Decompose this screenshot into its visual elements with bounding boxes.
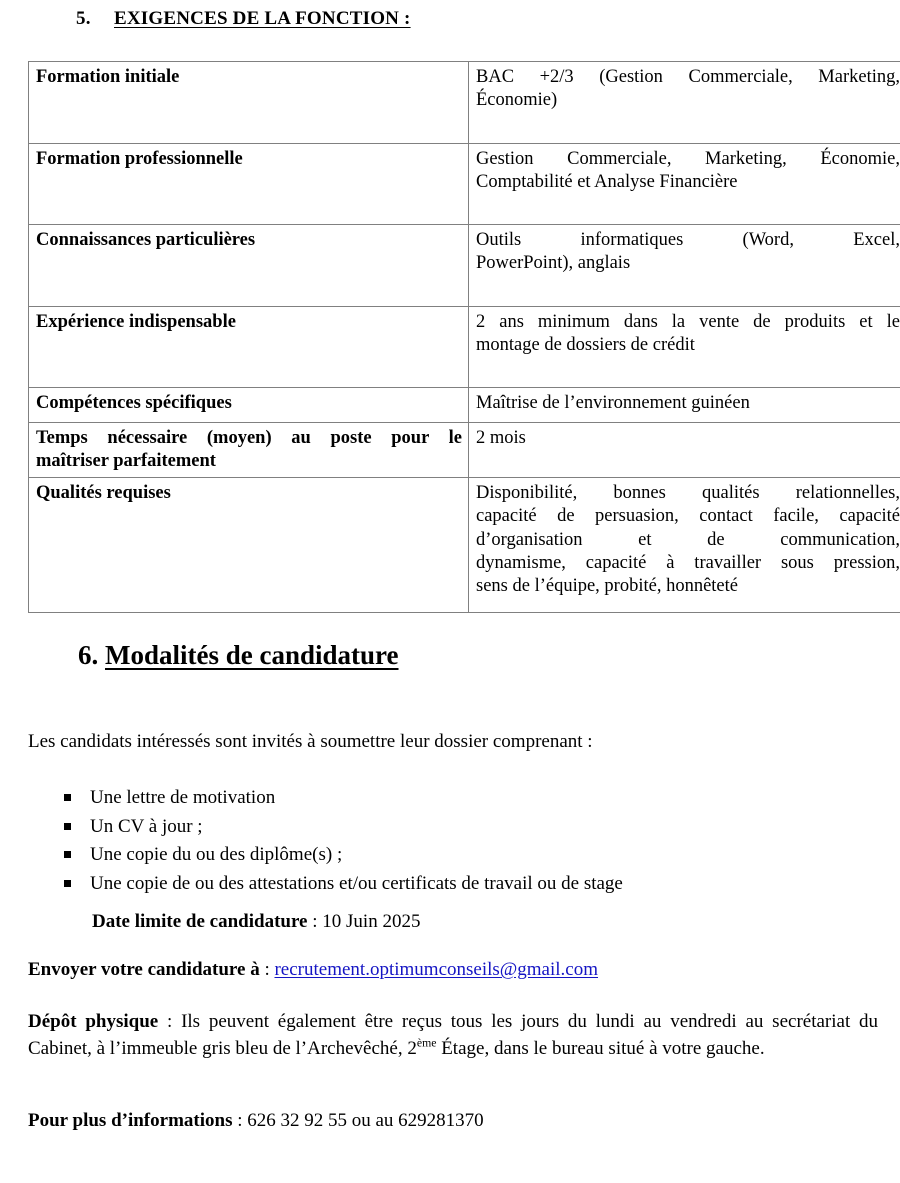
section-5-title: EXIGENCES DE LA FONCTION : (114, 8, 411, 29)
square-bullet-icon (64, 794, 71, 801)
section-6-number: 6. (78, 640, 99, 670)
label-line: maîtriser parfaitement (36, 451, 216, 472)
list-item (64, 784, 854, 812)
requirements-table (28, 61, 900, 613)
value-line: Outils informatiques (Word, Excel, (476, 230, 900, 250)
list-item-label: Une lettre de motivation (90, 787, 276, 808)
section-6-title: Modalités de candidature (105, 640, 399, 670)
requirements-table-body (29, 62, 900, 613)
value-line: capacité de persuasion, contact facile, capacité (476, 506, 900, 527)
list-item (64, 841, 854, 869)
deadline-label: Date limite de candidature (92, 911, 308, 932)
send-application-separator: : (259, 959, 275, 980)
value-line: 2 ans minimum dans la vente de produits et le (476, 312, 900, 332)
value-line: dynamisme, capacité à travailler sous pression, (476, 552, 900, 573)
value-line: Disponibilité, bonnes qualités relationnelles, (476, 483, 900, 503)
value-line: 2 mois (476, 428, 526, 448)
row-value-formation-initiale (469, 62, 900, 144)
row-value-competences-specifiques (469, 388, 900, 423)
more-info-label: Pour plus d’informations (28, 1110, 233, 1131)
table-row (29, 144, 900, 225)
table-row (29, 388, 900, 423)
list-item-label: Un CV à jour ; (90, 815, 203, 837)
table-row (29, 62, 900, 144)
table-row (29, 307, 900, 388)
deadline-separator: : (307, 911, 323, 932)
row-label-connaissances-particulieres: Connaissances particulières (29, 225, 469, 307)
table-row (29, 423, 900, 478)
value-line: sens de l’équipe, probité, honnêteté (476, 576, 738, 597)
physical-dropoff-text-part2: Étage, dans le bureau situé à votre gauche. (436, 1037, 765, 1059)
table-row (29, 225, 900, 307)
value-line: Gestion Commerciale, Marketing, Économie, (476, 149, 900, 169)
more-info-line (28, 1110, 484, 1132)
list-item-label: Une copie de ou des attestations et/ou certificats de travail ou de stage (90, 872, 623, 894)
row-value-connaissances-particulieres (469, 225, 900, 307)
row-label-formation-professionnelle: Formation professionnelle (29, 144, 469, 225)
deadline-value: 10 Juin 2025 (322, 911, 421, 932)
value-line: Économie) (476, 90, 558, 111)
physical-dropoff-paragraph (28, 1009, 878, 1063)
square-bullet-icon (64, 880, 71, 887)
list-item-label: Une copie du ou des diplôme(s) ; (90, 844, 343, 866)
row-value-formation-professionnelle (469, 144, 900, 225)
value-line: Maîtrise de l’environnement guinéen (476, 393, 750, 413)
send-application-line (28, 959, 598, 981)
square-bullet-icon (64, 851, 71, 858)
physical-dropoff-label: Dépôt physique (28, 1011, 159, 1032)
more-info-value: 626 32 92 55 ou au 629281370 (247, 1110, 484, 1131)
row-value-experience-indispensable (469, 307, 900, 388)
square-bullet-icon (64, 823, 71, 830)
application-deadline (92, 911, 420, 933)
row-label-temps-necessaire (29, 423, 469, 478)
ordinal-superscript: ème (416, 1036, 437, 1050)
row-value-temps-necessaire (469, 423, 900, 478)
section-5-number: 5. (76, 8, 91, 29)
row-label-formation-initiale: Formation initiale (29, 62, 469, 144)
row-label-experience-indispensable: Expérience indispensable (29, 307, 469, 388)
application-intro-text: Les candidats intéressés sont invités à soumettre leur dossier comprenant : (28, 731, 593, 752)
physical-dropoff-separator: : (158, 1011, 182, 1032)
send-application-label: Envoyer votre candidature à (28, 959, 260, 980)
list-item (64, 813, 854, 841)
row-value-qualites-requises (469, 478, 900, 613)
value-line: PowerPoint), anglais (476, 253, 631, 274)
row-label-qualites-requises: Qualités requises (29, 478, 469, 613)
physical-dropoff-text-part1: Ils peuvent également être reçus tous les jours du lundi au vendredi au secrétariat du Cabinet, à l’immeuble gris bleu de l’Archevêché, 2 (28, 1011, 879, 1059)
value-line: Comptabilité et Analyse Financière (476, 172, 738, 193)
section-5-heading (28, 8, 878, 30)
label-line: Temps nécessaire (moyen) au poste pour le (36, 428, 462, 448)
required-documents-list (64, 784, 854, 898)
section-6-heading (78, 640, 399, 671)
table-row (29, 478, 900, 613)
application-email-link[interactable]: recrutement.optimumconseils@gmail.com (274, 959, 599, 980)
row-label-competences-specifiques: Compétences spécifiques (29, 388, 469, 423)
more-info-separator: : (232, 1110, 248, 1131)
list-item (64, 870, 854, 898)
value-line: BAC +2/3 (Gestion Commerciale, Marketing, (476, 67, 900, 87)
value-line: d’organisation et de communication, (476, 529, 900, 550)
value-line: montage de dossiers de crédit (476, 335, 695, 356)
